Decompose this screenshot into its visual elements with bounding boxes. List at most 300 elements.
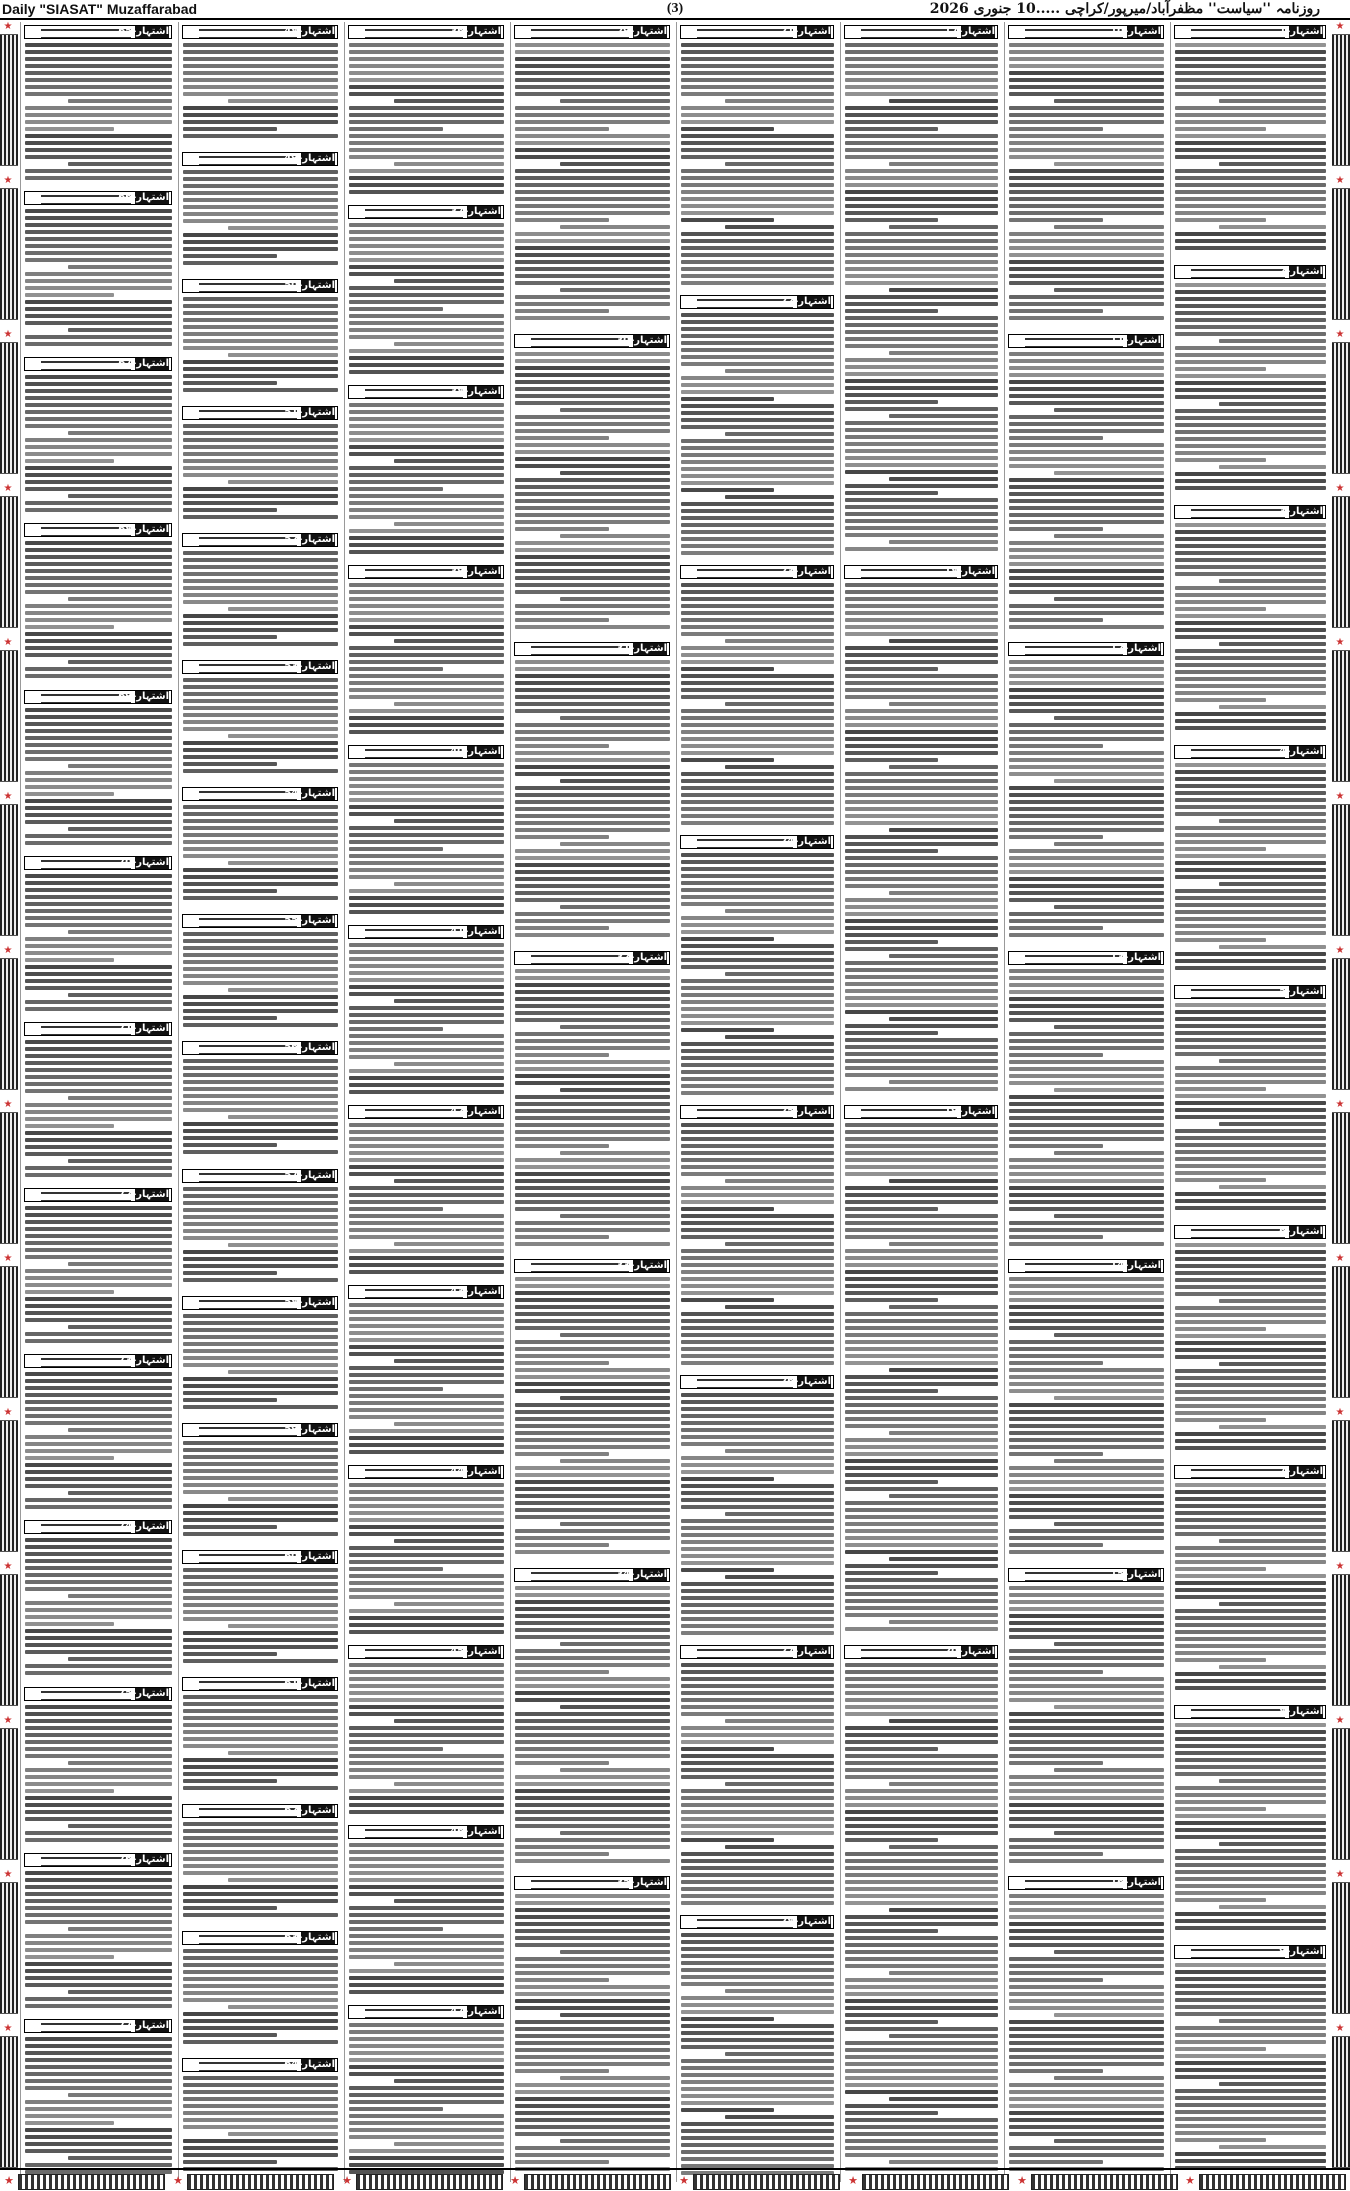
text-line bbox=[1009, 618, 1103, 622]
strip-segment bbox=[1332, 650, 1350, 782]
text-line bbox=[681, 730, 834, 734]
text-line bbox=[515, 71, 670, 75]
text-line bbox=[845, 2027, 998, 2031]
text-line bbox=[183, 508, 277, 512]
text-line bbox=[1175, 2068, 1326, 2072]
text-line bbox=[515, 1494, 670, 1498]
text-line bbox=[68, 1428, 173, 1432]
text-line bbox=[349, 667, 443, 671]
text-line bbox=[25, 2163, 172, 2167]
text-line bbox=[845, 884, 998, 888]
text-line bbox=[1009, 1999, 1164, 2003]
text-line bbox=[1009, 1964, 1164, 1968]
text-line bbox=[1009, 569, 1164, 573]
text-line bbox=[183, 388, 338, 392]
text-line bbox=[515, 1116, 670, 1120]
text-line bbox=[845, 1522, 998, 1526]
text-line bbox=[1175, 1609, 1326, 1613]
text-line bbox=[1009, 527, 1103, 531]
text-line bbox=[1009, 295, 1164, 299]
text-line bbox=[349, 660, 504, 664]
text-line bbox=[681, 1540, 834, 1544]
text-line bbox=[1175, 127, 1266, 131]
text-line bbox=[681, 1838, 774, 1842]
text-line bbox=[1175, 1560, 1326, 1564]
text-line bbox=[1009, 506, 1164, 510]
text-line bbox=[25, 410, 172, 414]
text-line bbox=[681, 1084, 834, 1088]
text-line bbox=[681, 1491, 834, 1495]
text-line bbox=[1175, 1313, 1326, 1317]
text-line bbox=[25, 986, 172, 990]
text-line bbox=[845, 1726, 998, 1730]
text-line bbox=[1175, 1849, 1326, 1853]
text-line bbox=[725, 1449, 834, 1453]
text-line bbox=[681, 1256, 834, 1260]
text-line bbox=[1009, 1347, 1164, 1351]
text-line bbox=[68, 1657, 173, 1661]
text-line bbox=[681, 2038, 834, 2042]
text-line bbox=[725, 1512, 834, 1516]
text-line bbox=[183, 466, 338, 470]
text-line bbox=[183, 184, 338, 188]
text-line bbox=[25, 209, 172, 213]
notice-heading bbox=[680, 25, 834, 39]
text-line bbox=[681, 64, 834, 68]
text-line bbox=[25, 1407, 172, 1411]
text-line bbox=[515, 2006, 670, 2010]
text-line bbox=[1009, 1810, 1164, 1814]
siasat-logo-mark bbox=[531, 29, 629, 38]
text-line bbox=[1175, 777, 1326, 781]
text-line bbox=[515, 1628, 670, 1632]
text-line bbox=[845, 1249, 998, 1253]
text-line bbox=[1009, 450, 1164, 454]
text-line bbox=[183, 1455, 338, 1459]
text-line bbox=[515, 1200, 670, 1204]
text-line bbox=[25, 653, 172, 657]
notice-heading bbox=[348, 1465, 504, 1479]
notice-number-badge: اشتہار-55 bbox=[284, 915, 335, 926]
notice-number-badge: اشتہار-60 bbox=[284, 1551, 335, 1562]
text-line bbox=[1009, 744, 1103, 748]
text-line bbox=[1009, 1698, 1164, 1702]
text-line bbox=[349, 370, 504, 374]
text-line bbox=[1175, 218, 1266, 222]
text-line bbox=[183, 1483, 338, 1487]
text-line bbox=[889, 540, 998, 544]
text-line bbox=[349, 1429, 504, 1433]
text-line bbox=[183, 1229, 338, 1233]
text-line bbox=[1009, 1480, 1164, 1484]
siasat-logo-mark bbox=[365, 389, 463, 398]
text-line bbox=[515, 1747, 670, 1751]
text-line bbox=[1175, 670, 1326, 674]
text-line bbox=[1175, 1518, 1326, 1522]
text-line bbox=[515, 1053, 609, 1057]
notice-number-badge: اشتہار-68 bbox=[118, 524, 169, 535]
text-line bbox=[1009, 1789, 1164, 1793]
text-line bbox=[515, 1165, 670, 1169]
text-line bbox=[845, 169, 998, 173]
text-line bbox=[1009, 1340, 1164, 1344]
text-line bbox=[681, 895, 834, 899]
text-line bbox=[845, 618, 998, 622]
text-line bbox=[349, 1366, 504, 1370]
text-line bbox=[1175, 1243, 1326, 1247]
text-line bbox=[845, 1691, 998, 1695]
notice-number-badge: اشتہار-19 bbox=[944, 1106, 995, 1117]
text-line bbox=[845, 1221, 998, 1225]
text-line bbox=[681, 709, 834, 713]
text-line bbox=[394, 1962, 504, 1966]
text-line bbox=[183, 558, 338, 562]
text-line bbox=[845, 302, 998, 306]
text-line bbox=[845, 1263, 998, 1267]
text-line bbox=[25, 1789, 114, 1793]
text-line bbox=[515, 183, 670, 187]
text-line bbox=[515, 1859, 670, 1863]
text-line bbox=[845, 295, 998, 299]
text-line bbox=[349, 1796, 504, 1800]
siasat-logo-mark bbox=[365, 1469, 463, 1478]
siasat-logo-mark bbox=[365, 2009, 463, 2018]
text-line bbox=[183, 1617, 338, 1621]
text-line bbox=[681, 1768, 834, 1772]
text-line bbox=[349, 417, 504, 421]
text-line bbox=[1009, 1985, 1164, 1989]
text-line bbox=[183, 381, 277, 385]
notice-heading bbox=[1008, 1568, 1164, 1582]
text-line bbox=[1009, 1515, 1164, 1519]
text-line bbox=[25, 1414, 172, 1418]
text-line bbox=[183, 1342, 338, 1346]
text-line bbox=[681, 1803, 834, 1807]
text-line bbox=[349, 466, 504, 470]
text-line bbox=[1054, 1333, 1164, 1337]
text-line bbox=[845, 232, 998, 236]
text-line bbox=[25, 1213, 172, 1217]
text-line bbox=[1175, 1264, 1326, 1268]
siasat-logo-mark bbox=[199, 918, 297, 927]
text-line bbox=[349, 1948, 504, 1952]
text-line bbox=[25, 120, 172, 124]
siasat-logo-mark bbox=[697, 299, 793, 308]
text-line bbox=[845, 120, 998, 124]
text-line bbox=[681, 1996, 834, 2000]
text-line bbox=[1054, 408, 1164, 412]
star-icon: ★ bbox=[3, 1561, 13, 1572]
text-line bbox=[560, 1333, 670, 1337]
text-line bbox=[25, 1580, 172, 1584]
text-line bbox=[845, 1501, 998, 1505]
text-line bbox=[681, 1165, 834, 1169]
text-line bbox=[349, 258, 504, 262]
text-line bbox=[1175, 1772, 1326, 1776]
text-line bbox=[845, 379, 998, 383]
text-line bbox=[25, 64, 172, 68]
text-line bbox=[25, 2135, 172, 2139]
text-line bbox=[349, 1373, 504, 1377]
text-line bbox=[1175, 2131, 1326, 2135]
text-line bbox=[515, 541, 670, 545]
text-line bbox=[845, 1943, 998, 1947]
text-line bbox=[681, 418, 834, 422]
text-line bbox=[845, 1747, 938, 1751]
text-line bbox=[560, 779, 670, 783]
text-line bbox=[1054, 225, 1164, 229]
text-line bbox=[25, 1124, 114, 1128]
text-line bbox=[394, 99, 504, 103]
text-line bbox=[25, 1838, 172, 1842]
text-line bbox=[1175, 826, 1326, 830]
siasat-logo-mark bbox=[697, 29, 793, 38]
text-line bbox=[681, 902, 834, 906]
text-line bbox=[515, 2097, 670, 2101]
text-line bbox=[515, 2034, 670, 2038]
text-line bbox=[1009, 1123, 1164, 1127]
text-line bbox=[845, 204, 998, 208]
text-line bbox=[845, 1151, 998, 1155]
text-line bbox=[515, 1452, 609, 1456]
text-line bbox=[681, 867, 834, 871]
text-line bbox=[1175, 78, 1326, 82]
text-line bbox=[845, 1838, 938, 1842]
text-line bbox=[1054, 842, 1164, 846]
text-line bbox=[183, 1885, 338, 1889]
text-line bbox=[1175, 1397, 1326, 1401]
text-line bbox=[845, 1606, 998, 1610]
text-line bbox=[681, 211, 834, 215]
text-line bbox=[349, 812, 504, 816]
text-line bbox=[845, 653, 998, 657]
text-line bbox=[1175, 204, 1326, 208]
text-line bbox=[1219, 882, 1326, 886]
text-line bbox=[1175, 1758, 1326, 1762]
text-line bbox=[25, 1173, 172, 1177]
text-line bbox=[394, 162, 504, 166]
text-line bbox=[1175, 938, 1266, 942]
text-line bbox=[183, 332, 338, 336]
text-line bbox=[681, 853, 834, 857]
text-line bbox=[183, 981, 338, 985]
text-line bbox=[1175, 1898, 1266, 1902]
text-line bbox=[25, 841, 172, 845]
text-line bbox=[349, 2128, 504, 2132]
text-line bbox=[25, 251, 172, 255]
text-line bbox=[25, 1470, 172, 1474]
text-line bbox=[25, 480, 172, 484]
text-line bbox=[681, 134, 834, 138]
text-line bbox=[845, 358, 998, 362]
text-line bbox=[1009, 1663, 1164, 1667]
text-line bbox=[845, 1550, 998, 1554]
text-line bbox=[1009, 57, 1164, 61]
text-line bbox=[515, 506, 670, 510]
notice-heading bbox=[182, 533, 338, 547]
text-line bbox=[25, 1643, 172, 1647]
strip-segment bbox=[1332, 1882, 1350, 2014]
text-line bbox=[1175, 1087, 1266, 1091]
text-line bbox=[1175, 1418, 1266, 1422]
text-line bbox=[515, 1158, 670, 1162]
text-line bbox=[25, 1705, 172, 1709]
text-line bbox=[1009, 302, 1164, 306]
text-line bbox=[681, 1221, 834, 1225]
text-line bbox=[845, 1452, 998, 1456]
text-line bbox=[183, 1490, 338, 1494]
text-line bbox=[25, 1117, 172, 1121]
text-line bbox=[183, 1956, 338, 1960]
text-line bbox=[681, 50, 834, 54]
text-line bbox=[681, 2101, 834, 2105]
text-line bbox=[349, 1698, 504, 1702]
text-line bbox=[183, 78, 338, 82]
text-line bbox=[1175, 141, 1326, 145]
text-line bbox=[725, 1242, 834, 1246]
text-line bbox=[845, 190, 998, 194]
text-line bbox=[25, 646, 172, 650]
notice-heading bbox=[348, 25, 504, 39]
text-line bbox=[515, 926, 609, 930]
text-line bbox=[1054, 99, 1164, 103]
text-line bbox=[681, 716, 834, 720]
text-line bbox=[560, 471, 670, 475]
text-line bbox=[681, 1172, 834, 1176]
text-line bbox=[681, 1568, 774, 1572]
text-line bbox=[183, 1469, 338, 1473]
text-line bbox=[515, 1102, 670, 1106]
text-line bbox=[183, 92, 338, 96]
text-line bbox=[681, 43, 834, 47]
text-line bbox=[25, 78, 172, 82]
text-line bbox=[68, 328, 173, 332]
text-line bbox=[349, 403, 504, 407]
text-line bbox=[349, 950, 504, 954]
text-line bbox=[845, 1901, 998, 1905]
text-line bbox=[1009, 983, 1164, 987]
text-line bbox=[25, 618, 172, 622]
text-line bbox=[1175, 1257, 1326, 1261]
text-line bbox=[845, 218, 938, 222]
text-line bbox=[845, 632, 998, 636]
text-line bbox=[25, 1629, 172, 1633]
text-line bbox=[845, 737, 998, 741]
text-line bbox=[681, 611, 834, 615]
text-line bbox=[681, 2073, 834, 2077]
text-line bbox=[681, 446, 834, 450]
text-line bbox=[183, 854, 338, 858]
text-line bbox=[349, 293, 504, 297]
text-line bbox=[681, 1894, 834, 1898]
text-line bbox=[515, 835, 609, 839]
text-line bbox=[183, 1264, 338, 1268]
footer-band bbox=[0, 2168, 1350, 2191]
text-line bbox=[681, 793, 834, 797]
text-line bbox=[183, 551, 338, 555]
text-line bbox=[394, 1899, 504, 1903]
text-line bbox=[845, 2020, 938, 2024]
text-line bbox=[25, 424, 172, 428]
notice-number-badge: اشتہار-59 bbox=[284, 1424, 335, 1435]
text-line bbox=[515, 316, 670, 320]
text-line bbox=[1175, 1383, 1326, 1387]
text-line bbox=[25, 141, 172, 145]
text-line bbox=[1175, 1891, 1326, 1895]
text-line bbox=[25, 1976, 172, 1980]
text-line bbox=[349, 431, 504, 435]
text-line bbox=[515, 302, 670, 306]
star-icon: ★ bbox=[3, 2023, 13, 2034]
text-line bbox=[681, 239, 834, 243]
text-line bbox=[349, 445, 504, 449]
text-line bbox=[183, 1002, 338, 1006]
text-line bbox=[889, 99, 998, 103]
text-line bbox=[845, 1165, 998, 1169]
text-line bbox=[681, 1761, 834, 1765]
text-line bbox=[515, 1186, 670, 1190]
text-line bbox=[183, 1836, 338, 1840]
text-line bbox=[1175, 2152, 1326, 2156]
text-line bbox=[228, 861, 338, 865]
text-line bbox=[183, 967, 338, 971]
text-line bbox=[681, 1263, 834, 1267]
text-line bbox=[681, 1077, 834, 1081]
text-line bbox=[349, 127, 443, 131]
text-line bbox=[845, 1677, 998, 1681]
text-line bbox=[515, 457, 670, 461]
text-line bbox=[183, 1023, 338, 1027]
text-line bbox=[515, 492, 670, 496]
notice-heading bbox=[24, 523, 172, 537]
text-line bbox=[183, 1864, 338, 1868]
text-line bbox=[349, 1955, 504, 1959]
text-line bbox=[349, 113, 504, 117]
text-line bbox=[1219, 2145, 1326, 2149]
text-line bbox=[515, 1431, 670, 1435]
text-line bbox=[1054, 534, 1164, 538]
notice-heading bbox=[24, 1687, 172, 1701]
text-line bbox=[25, 1082, 172, 1086]
text-line bbox=[889, 1719, 998, 1723]
text-line bbox=[515, 1032, 670, 1036]
text-line bbox=[25, 382, 172, 386]
text-line bbox=[183, 1398, 277, 1402]
text-line bbox=[1175, 1038, 1326, 1042]
text-line bbox=[681, 141, 834, 145]
text-line bbox=[1009, 1032, 1164, 1036]
text-line bbox=[349, 1990, 504, 1994]
text-line bbox=[681, 993, 834, 997]
text-line bbox=[1175, 896, 1326, 900]
text-line bbox=[515, 1179, 670, 1183]
text-line bbox=[845, 1873, 998, 1877]
text-line bbox=[183, 360, 338, 364]
text-line bbox=[1175, 959, 1326, 963]
text-line bbox=[515, 1719, 670, 1723]
text-line bbox=[25, 1726, 172, 1730]
text-line bbox=[25, 279, 172, 283]
siasat-logo-mark bbox=[199, 156, 297, 165]
siasat-logo-mark bbox=[199, 1935, 297, 1944]
text-line bbox=[1009, 211, 1164, 215]
text-line bbox=[1009, 870, 1164, 874]
text-line bbox=[515, 933, 670, 937]
text-line bbox=[183, 50, 338, 54]
text-line bbox=[1009, 1200, 1164, 1204]
text-line bbox=[349, 176, 504, 180]
text-line bbox=[349, 1020, 504, 1024]
